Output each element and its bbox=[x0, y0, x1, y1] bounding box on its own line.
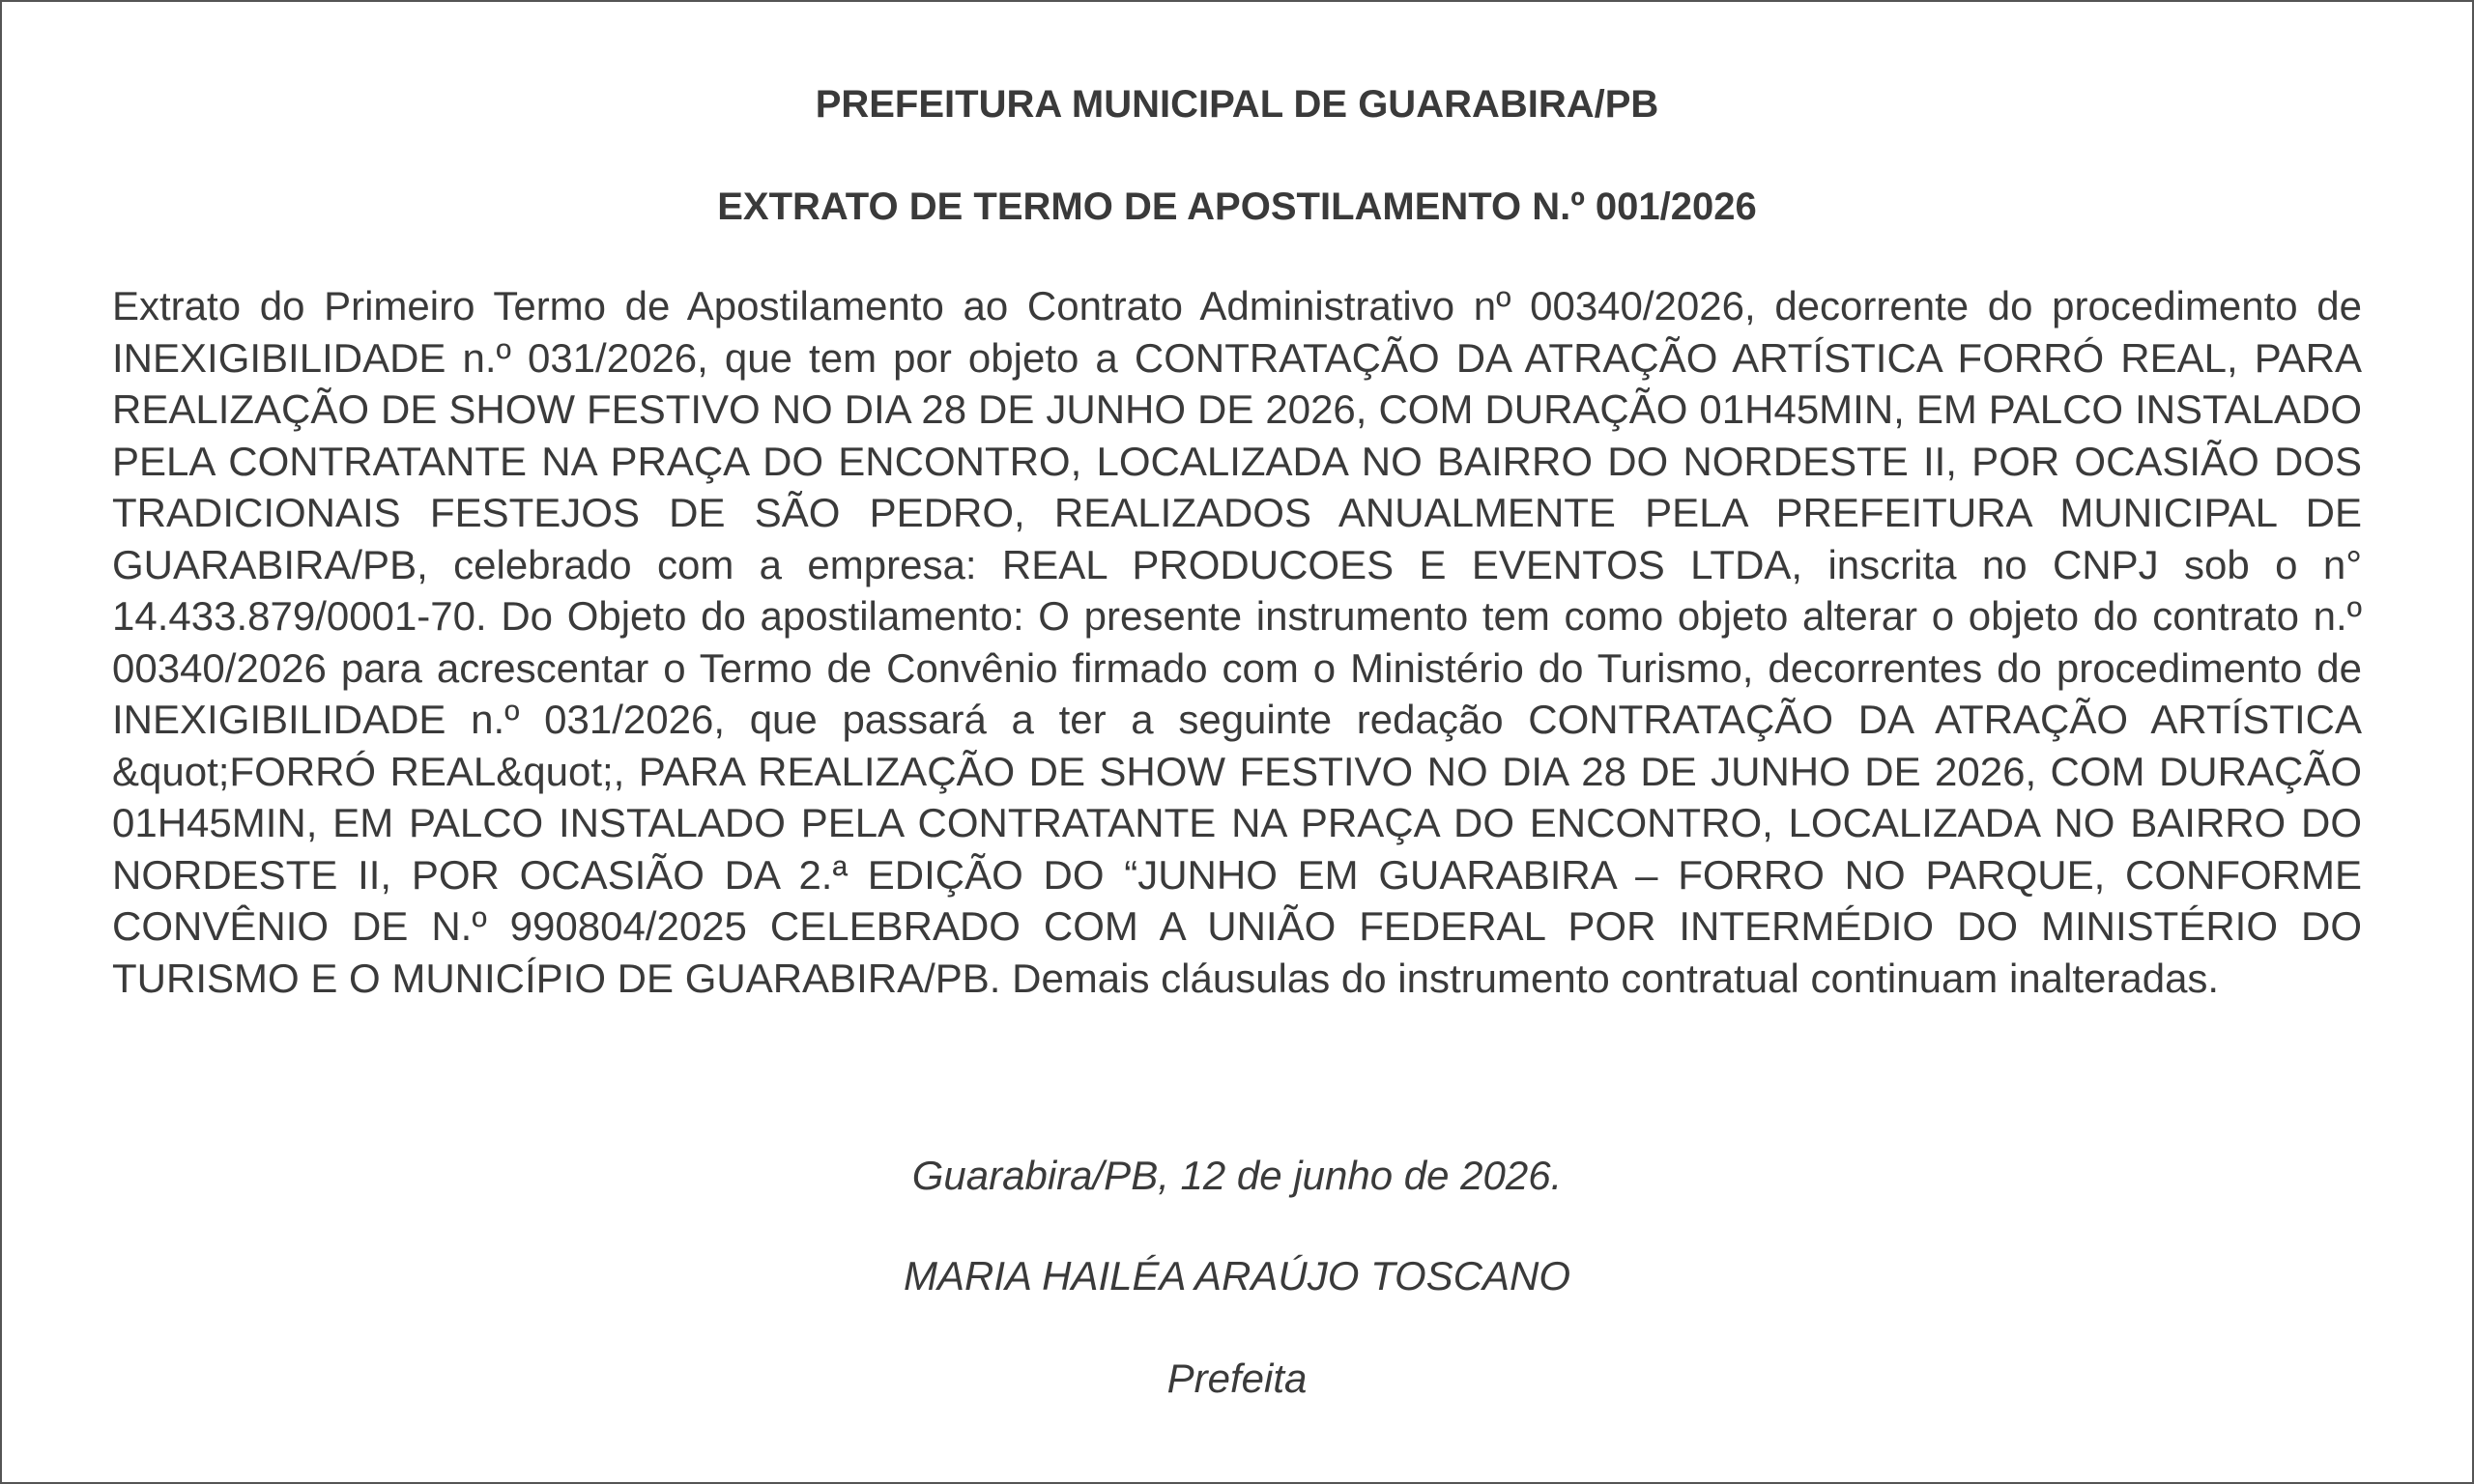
signer-role: Prefeita bbox=[1166, 1356, 1308, 1401]
document-body: Extrato do Primeiro Termo de Apostilamento ao Contrato Administrativo nº 00340/2026, decorrente do procedimento de INEXIGIBILIDADE n.º 031/2026, que tem por objeto a CONTRATAÇÃO DA ATRAÇÃO ARTÍSTICA FORRÓ REAL, PARA REALIZAÇÃO DE SHOW FESTIVO NO DIA 28 DE JUNHO DE 2026, COM DURAÇÃO 01H45MIN, EM PALCO INSTALADO PELA CONTRATANTE NA PRAÇA DO ENCONTRO, LOCALIZADA NO BAIRRO DO NORDESTE II, POR OCASIÃO DOS TRADICIONAIS FESTEJOS DE SÃO PEDRO, REALIZADOS ANUALMENTE PELA PREFEITURA MUNICIPAL DE GUARABIRA/PB, celebrado com a empresa: REAL PRODUCOES E EVENTOS LTDA, inscrita no CNPJ sob o n° 14.433.879/0001-70. Do Objeto do apostilamento: O presente instrumento tem como objeto alterar o objeto do contrato n.º 00340/2026 para acrescentar o Termo de Convênio firmado com o Ministério do Turismo, decorrentes do procedimento de INEXIGIBILIDADE n.º 031/2026, que passará a ter a seguinte redação CONTRATAÇÃO DA ATRAÇÃO ARTÍSTICA &quot;FORRÓ REAL&quot;, PARA REALIZAÇÃO DE SHOW FESTIVO NO DIA 28 DE JUNHO DE 2026, COM DURAÇÃO 01H45MIN, EM PALCO INSTALADO PELA CONTRATANTE NA PRAÇA DO ENCONTRO, LOCALIZADA NO BAIRRO DO NORDESTE II, POR OCASIÃO DA 2.ª EDIÇÃO DO “JUNHO EM GUARABIRA – FORRO NO PARQUE, CONFORME CONVÊNIO DE N.º 990804/2025 CELEBRADO COM A UNIÃO FEDERAL POR INTERMÉDIO DO MINISTÉRIO DO TURISMO E O MUNICÍPIO DE GUARABIRA/PB. Demais cláusulas do instrumento contratual continuam inalteradas. bbox=[112, 283, 2362, 1001]
document-subtitle: EXTRATO DE TERMO DE APOSTILAMENTO N.º 001/2026 bbox=[717, 186, 1757, 228]
date-line: Guarabira/PB, 12 de junho de 2026. bbox=[911, 1153, 1563, 1198]
document-title: PREFEITURA MUNICIPAL DE GUARABIRA/PB bbox=[815, 83, 1659, 126]
signer-name: MARIA HAILÉA ARAÚJO TOSCANO bbox=[903, 1253, 1571, 1298]
